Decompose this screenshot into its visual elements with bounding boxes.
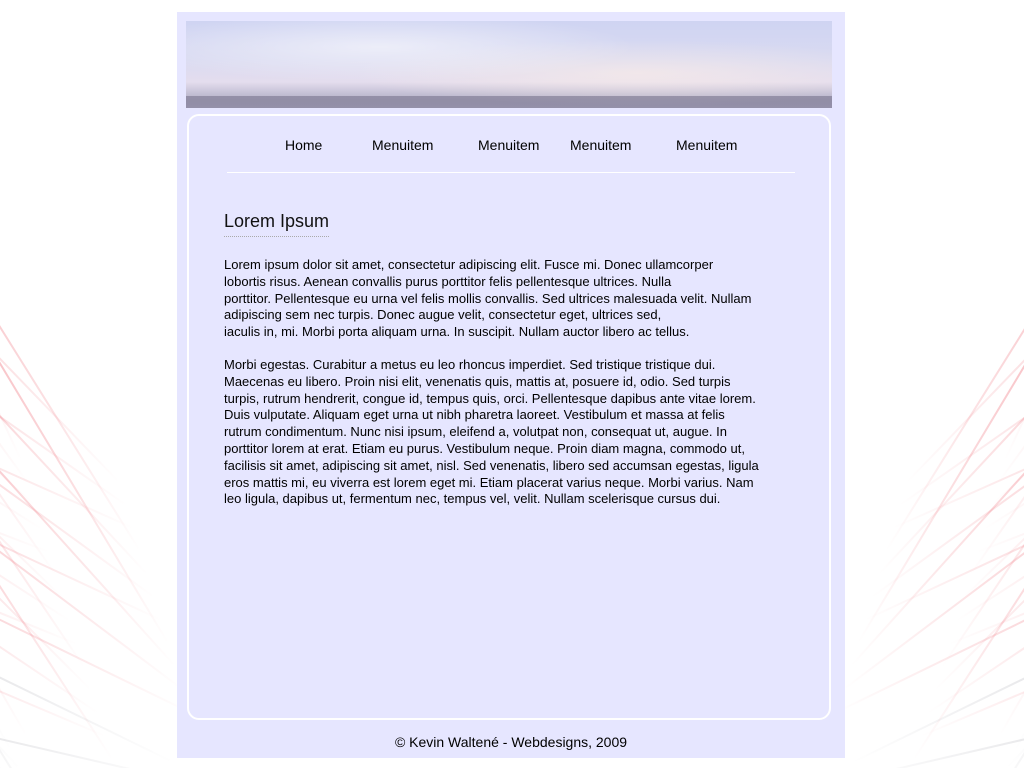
header-banner-image [186, 21, 832, 108]
nav-item-menuitem-2[interactable]: Menuitem [478, 137, 540, 153]
main-navigation [227, 136, 795, 173]
nav-item-menuitem-3[interactable]: Menuitem [570, 137, 632, 153]
body-paragraph-1: Lorem ipsum dolor sit amet, consectetur adipiscing elit. Fusce mi. Donec ullamcorper lobortis risus. Aenean convallis purus porttitor felis pellentesque ultrices. Nulla porttitor. Pellentesque eu urna vel felis mollis convallis. Sed ultrices malesuada velit. Nullam adipiscing sem nec turpis. Donec augue velit, consectetur eget, ultrices sed, iaculis in, mi. Morbi porta aliquam urna. In suscipit. Nullam auctor libero ac tellus. [224, 257, 752, 340]
decorative-blade [1004, 79, 1024, 460]
decorative-blade [925, 729, 1024, 768]
banner-horizon [186, 96, 832, 108]
content-panel [187, 114, 831, 720]
decorative-blade [0, 194, 141, 551]
footer-copyright: © Kevin Waltené - Webdesigns, 2009 [394, 734, 628, 750]
nav-item-home[interactable]: Home [285, 137, 323, 153]
page-container [177, 12, 845, 758]
body-paragraph-2: Morbi egestas. Curabitur a metus eu leo rhoncus imperdiet. Sed tristique tristique dui. Maecenas eu libero. Proin nisi elit, venenatis quis, mattis at, posuere id, odio. Sed turpis turpis, rutrum hendrerit, congue id, tempus quis, orci. Pellentesque dapibus ante vitae lorem. Duis vulputate. Aliquam eget urna ut nibh pharetra laoreet. Vestibulum et massa at felis rutrum condimentum. Nunc nisi ipsum, eleifend a, volutpat non, consequat ut, augue. In porttitor lorem at erat. Etiam eu purus. Vestibulum neque. Proin diam magna, commodo ut, facilisis sit amet, adipiscing sit amet, nisl. Sed venenatis, libero sed accumsan egestas, ligula eros mattis mi, eu viverra est lorem eget mi. Etiam placerat varius neque. Morbi varius. Nam leo ligula, dapibus ut, fermentum nec, tempus vel, velit. Nullam scelerisque cursus dui. [224, 357, 759, 507]
decorative-blade [988, 656, 1024, 768]
decorative-blade [0, 79, 22, 460]
right-decorative-artwork [839, 0, 1024, 768]
decorative-blade [0, 656, 38, 768]
nav-item-menuitem-1[interactable]: Menuitem [372, 137, 434, 153]
decorative-blade [0, 356, 133, 529]
left-decorative-artwork [0, 0, 185, 768]
decorative-blade [0, 577, 173, 763]
nav-item-menuitem-4[interactable]: Menuitem [676, 137, 738, 153]
page-heading: Lorem Ipsum [224, 210, 329, 237]
